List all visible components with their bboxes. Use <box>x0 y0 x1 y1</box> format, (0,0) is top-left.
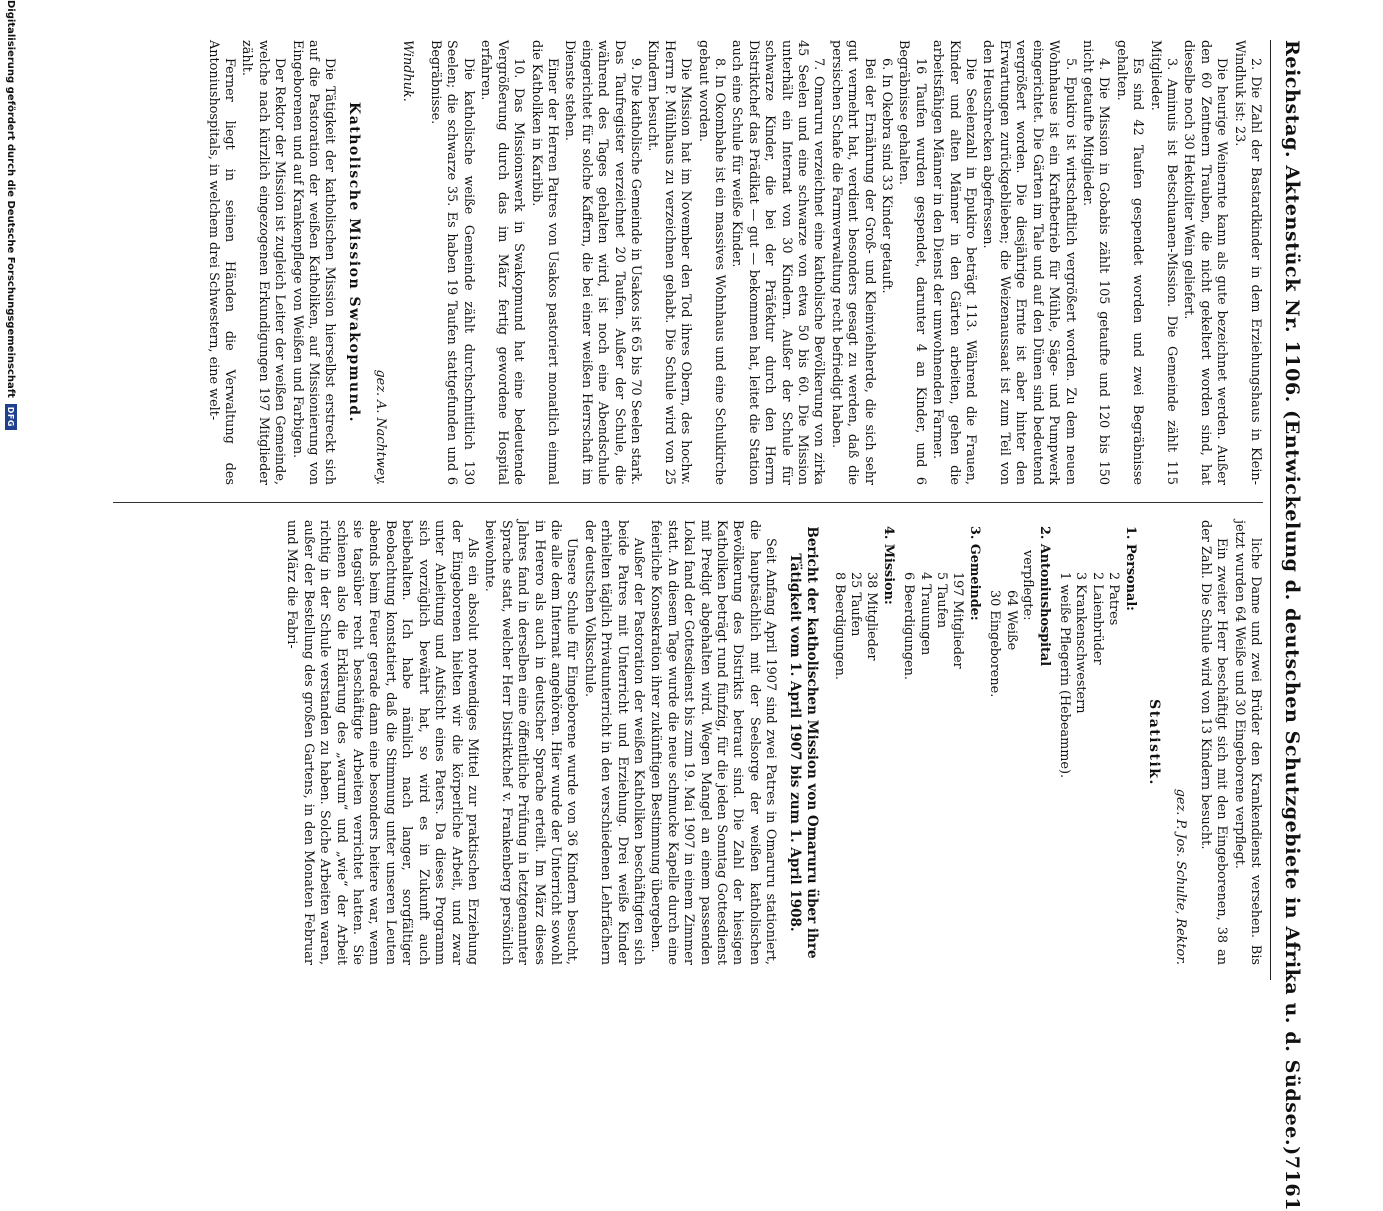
stat-line: 5 Taufen <box>934 572 950 629</box>
report-title: Bericht der katholischen Mission von Omaruru über ihre Tätigkeit vom 1. April 1907 bis zum 1. April 1908. <box>787 526 821 959</box>
paragraph: Einer der Herren Patres von Usakos pastoriert monatlich einmal die Katholiken in Karibib. <box>528 40 560 485</box>
paragraph: Außer der Pastoration der weißen Katholiken beschäftigten sich beide Patres mit Unterricht und Erziehung. Drei weiße Kinder erhielten täglich Privatunterricht in den verschiedenen Lehrfächern der deutschen Volksschule. <box>581 520 646 965</box>
stat-line: 8 Beerdigungen. <box>831 572 847 680</box>
paragraph: Die Seelenzahl in Epukiro beträgt 113. Während die Frauen, Kinder und alten Männer in den Gärten arbeiten, gehen die arbeitsfähigen Männer in den Dienst der umwohnenden Farmer. <box>930 40 979 485</box>
stat-line: 197 Mitglieder <box>950 572 966 669</box>
stat-head: 3. Gemeinde: <box>966 526 982 621</box>
stat-line: 30 Eingeborene. <box>987 590 1003 698</box>
paragraph: 6. In Okebra sind 33 Kinder getauft. <box>879 58 895 294</box>
section-heading: Katholische Mission Swakopmund. <box>345 102 362 423</box>
stat-subhead: verpflegte: <box>1020 550 1036 621</box>
paragraph: Der Rektor der Mission ist zugleich Leiter der weißen Gemeinde, welche nach kürzlich eingezogenen Erkundigungen 197 Mitglieder zählt. <box>239 40 288 485</box>
stat-section-mission <box>830 520 896 965</box>
stat-head: 4. Mission: <box>880 526 896 605</box>
paragraph: Die Tätigkeit der katholischen Mission hierselbst erstreckt sich auf die Pastoration der weißen Katholiken, auf Missionierung von Eingeborenen und auf Krankenpflege von Weißen und Farbigen. <box>289 40 338 485</box>
page-number: 7161 <box>1281 1155 1303 1211</box>
signature: gez. P. Jos. Schulte, Rektor. <box>1173 788 1189 965</box>
left-column <box>204 40 1263 485</box>
signature-place: Windhuk. <box>399 40 415 102</box>
stat-line: 1 weiße Pflegerin (Hebeamme). <box>1056 572 1072 779</box>
paragraph: 5. Epukiro ist wirtschaftlich vergrößert worden. Zu dem neuen Wohnhause ist ein Kraftbetrieb für Mühle, Säge- und Pumpwerk eingerichtet. Die Gärten im Tale und auf den Dünen sind bedeutend vergrößert worden. Die diesjährige Ernte ist aber hinter den Erwartungen zurückgeblieben; die Weizenaussaat ist zum Teil von den Heuschrecken abgefressen. <box>980 40 1078 485</box>
stat-section-personal <box>1056 520 1138 965</box>
stat-line: 2 Patres <box>1106 572 1122 626</box>
paragraph: Die heurige Weinernte kann als gute bezeichnet werden. Außer den 60 Zentnern Trauben, die nicht gekeltert worden sind, hat dieselbe noch 30 Hektoliter Wein geliefert. <box>1181 40 1230 485</box>
paragraph: 3. Aminuis ist Betschuanen-Mission. Die Gemeinde zählt 115 Mitglieder. <box>1147 40 1179 485</box>
credit-text: Digitalisierung gefördert durch die Deutsche Forschungsgemeinschaft <box>5 0 17 398</box>
stat-line: 25 Taufen <box>848 572 864 637</box>
right-column <box>283 520 1263 965</box>
paragraph: Bei der Ernährung der Groß- und Kleinviehherde, die sich sehr gut vermehrt hat, verdient besonders gesagt zu werden, daß die persischen Schafe die Farmverwaltung recht befriedigt haben. <box>828 40 877 485</box>
paragraph: Unsere Schule für Eingeborene wurde von 36 Kindern besucht, die alle dem Internat angehören. Hier wurde der Unterricht sowohl in Herero als auch in deutscher Sprache erteilt. Im März dieses Jahres fand in derselben eine öffentliche Prüfung in letztgenannter Sprache statt, welcher Herr Distriktchef v. Frankenberg persönlich beiwohnte. <box>482 520 580 965</box>
paragraph: 10. Das Missionswerk in Swakopmund hat eine bedeutende Vergrößerung durch das im März fertig gewordene Hospital erfahren. <box>478 40 527 485</box>
signature: gez. A. Nachtwey. <box>373 369 389 485</box>
paragraph: 8. In Okombahe ist ein massives Wohnhaus und eine Schulkirche gebaut worden. <box>695 40 727 485</box>
paragraph: Es sind 42 Taufen gespendet worden und zwei Begräbnisse gehalten. <box>1113 40 1146 485</box>
stat-head: 2. Antoniushospital <box>1036 526 1052 667</box>
stat-head: 1. Personal: <box>1122 526 1138 611</box>
paragraph: Ferner liegt in seinen Händen die Verwaltung des Antoniushospitals, in welchem drei Schwestern, eine welt- <box>205 40 238 485</box>
header-title: Reichstag. Aktenstück Nr. 1106. (Entwickelung d. deutschen Schutzgebiete in Afrika u. d. Südsee.) <box>1281 40 1303 1156</box>
paragraph: 7. Omaruru verzeichnet eine katholische Bevölkerung von zirka 45 Seelen und eine schwarze von etwa 50 bis 60. Die Mission unterhält ein Internat von 30 Kindern. Außer der Schule für schwarze Kinder, die bei der Präfektur durch den Herrn Distriktchef das Prädikat — gut — bekommen hat, leitet die Station auch eine Schule für weiße Kinder. <box>729 40 827 485</box>
stat-line: 4 Trauungen <box>917 572 933 656</box>
stat-line: 6 Beerdigungen. <box>901 572 917 680</box>
digitization-credit <box>5 0 17 1000</box>
stat-section-gemeinde <box>900 520 982 965</box>
column-divider <box>113 502 1263 503</box>
stat-section-hospital <box>986 520 1052 965</box>
stat-line: 64 Weiße <box>1003 590 1019 651</box>
paragraph: 2. Die Zahl der Bastardkinder in dem Erziehungshaus in Klein-Windhuk ist: 23. <box>1231 40 1263 485</box>
paragraph: Die katholische weiße Gemeinde zählt durchschnittlich 130 Seelen; die schwarze 35. Es haben 19 Taufen stattgefunden und 6 Begräbnisse. <box>428 40 476 485</box>
paragraph: Seit Anfang April 1907 sind zwei Patres in Omaruru stationiert, die hauptsächlich mit der Seelsorge der weißen katholischen Bevölkerung des Distrikts betraut sind. Die Zahl der hiesigen Katholiken beträgt rund fünfzig, für die jeden Sonntag Gottesdienst mit Predigt abgehalten wird. Wegen Mangel an einem passenden Lokal fand der Gottesdienst bis zum 19. Mai 1907 in einem Zimmer statt. An diesem Tage wurde die neue schmucke Kapelle durch eine feierliche Konsekration ihrer zukünftigen Bestimmung übergeben. <box>648 520 779 965</box>
running-header <box>1270 40 1313 1211</box>
paragraph: liche Dame und zwei Brüder den Krankendienst versehen. Bis jetzt wurden 64 Weiße und 30 Eingeborene verpflegt. <box>1231 520 1263 965</box>
paragraph: Die Mission hat im November den Tod ihres Obern, des hochw. Herrn P. Mühlhaus zu verzeichnen gehabt. Die Schule wird von 25 Kindern besucht. <box>645 40 694 485</box>
paragraph: Als ein absolut notwendiges Mittel zur praktischen Erziehung der Eingeborenen hielten wir die körperliche Arbeit, und zwar unter Anleitung und Aufsicht eines Paters. Da dieses Programm sich vorzüglich bewährt hat, so wird es in Zukunft auch beibehalten. Ich habe nämlich nach langer, sorgfältiger Beobachtung konstatiert, daß die Stimmung unter unseren Leuten abends beim Feuer gerade dann eine besonders heitere war, wenn sie tagsüber recht beschäftigte Arbeiten verrichtet hatten. Sie schienen also die Erklärung des „warum“ und „wie“ der Arbeit richtig in der Schule verstanden zu haben. Solche Arbeiten waren, außer der Bestellung des großen Gartens, in den Monaten Februar und März die Fabri- <box>284 520 480 965</box>
statistics-heading: Statistik. <box>1145 699 1162 786</box>
paragraph: 9. Die katholische Gemeinde in Usakos ist 65 bis 70 Seelen stark. Das Taufregister verzeichnet 20 Taufen. Außer der Schule, die während des Tages gehalten wird, ist noch eine Abendschule eingerichtet für solche Kaffern, die bei einer weißen Herrschaft im Dienste stehen. <box>562 40 643 485</box>
stat-line: 3 Krankenschwestern <box>1073 572 1089 714</box>
paragraph: 16 Taufen wurden gespendet, darunter 4 an Kinder, und 6 Begräbnisse gehalten. <box>896 40 928 485</box>
dfg-logo: DFG <box>5 404 17 430</box>
stat-line: 2 Laienbrüder <box>1089 572 1105 665</box>
stat-line: 38 Mitglieder <box>864 572 880 661</box>
paragraph: 4. Die Mission in Gobabis zählt 105 getaufte und 120 bis 150 nicht getaufte Mitglieder. <box>1079 40 1112 485</box>
paragraph: Ein zweiter Herr beschäftigt sich mit den Eingeborenen, 38 an der Zahl. Die Schule wird von 13 Kindern besucht. <box>1197 520 1230 965</box>
